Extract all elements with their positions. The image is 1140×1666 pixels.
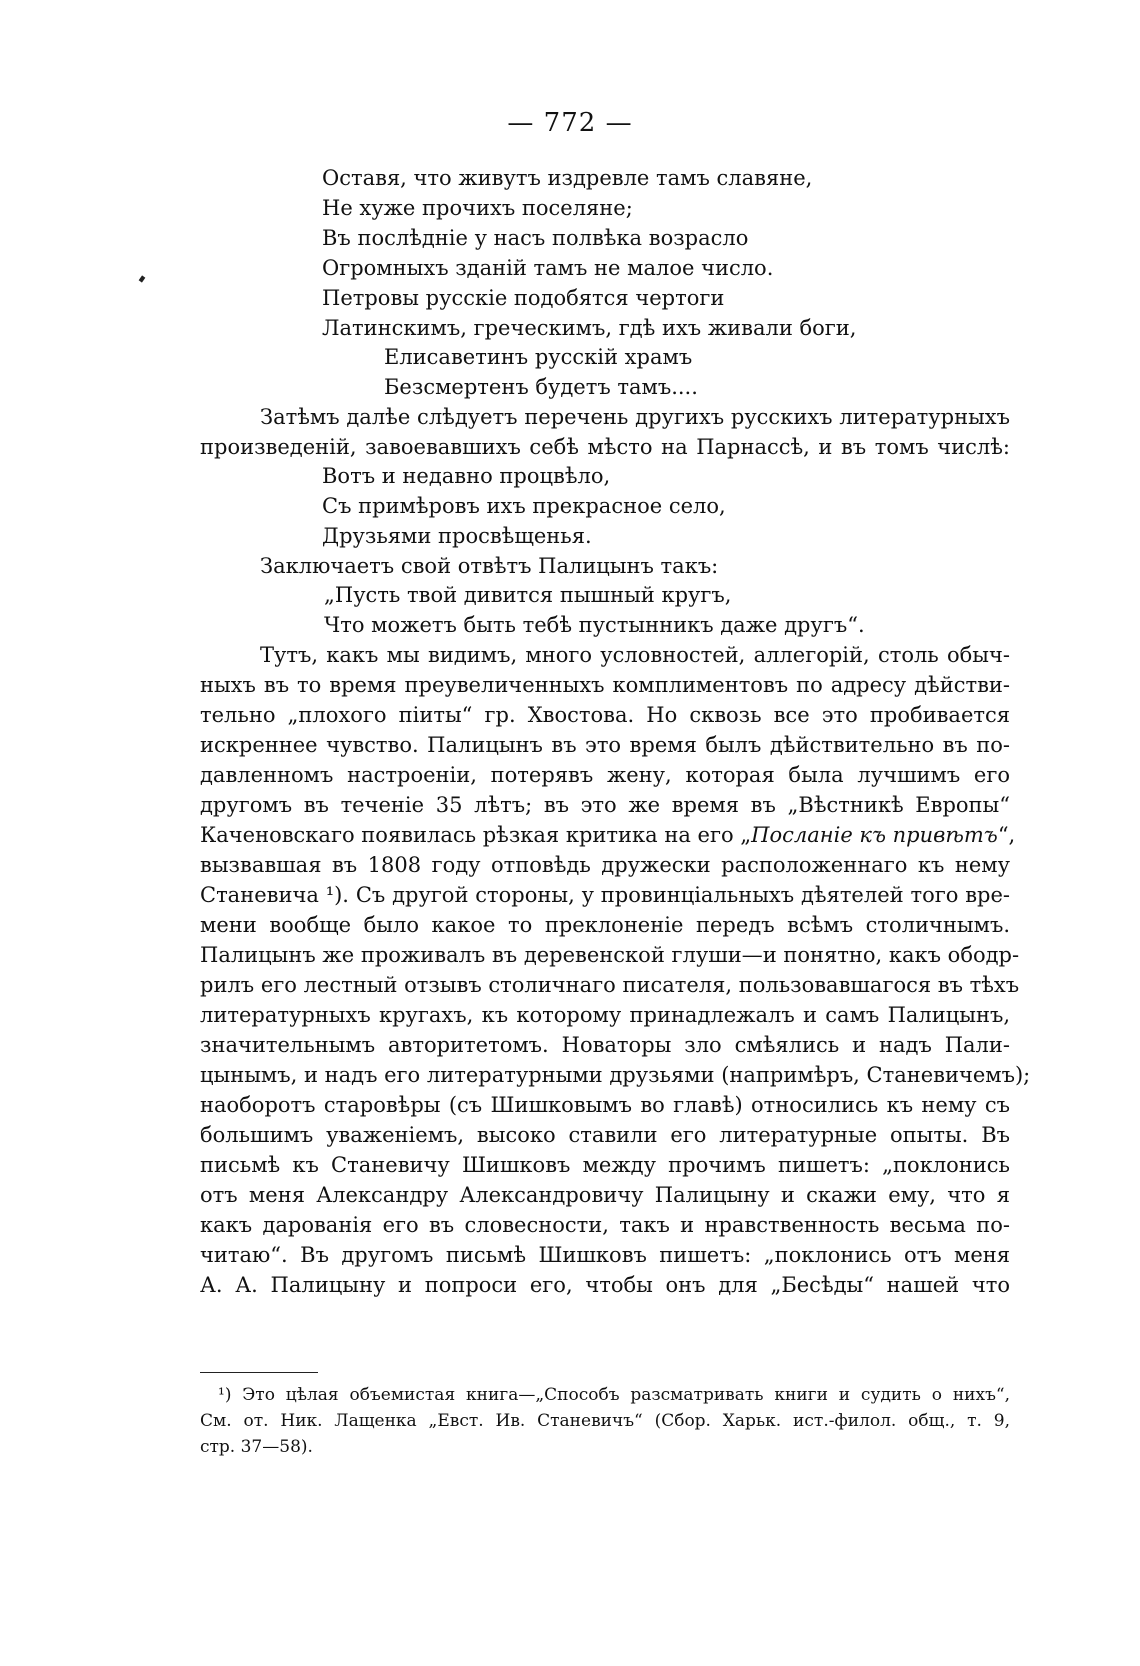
paragraph-line: вызвавшая въ 1808 году отповѣдь дружески расположеннаго къ нему — [200, 853, 1010, 877]
paragraph-line: другомъ въ теченіе 35 лѣтъ; въ это же время въ „Вѣстникѣ Европы“ — [200, 793, 1010, 817]
paragraph-line: Тутъ, какъ мы видимъ, много условностей, аллегорій, столь обыч- — [260, 643, 1010, 667]
paragraph-line: мени вообще было какое то преклоненіе передъ всѣмъ столичнымъ. — [200, 913, 1010, 937]
paragraph-line: наоборотъ старовѣры (съ Шишковымъ во главѣ) относились къ нему съ — [200, 1093, 1010, 1117]
paragraph-line: искреннее чувство. Палицынъ въ это время былъ дѣйствительно въ по- — [200, 733, 1010, 757]
kachenovsky-text: Каченовскаго появилась рѣзкая критика на его „ — [200, 823, 752, 847]
verse-line: Огромныхъ зданій тамъ не малое число. — [322, 256, 774, 280]
verse-line: Елисаветинъ русскій храмъ — [384, 345, 693, 369]
stray-ink-mark — [139, 275, 146, 282]
paragraph-line: значительнымъ авторитетомъ. Новаторы зло смѣялись и надъ Пали- — [200, 1033, 1010, 1057]
verse-line: Латинскимъ, греческимъ, гдѣ ихъ живали боги, — [322, 316, 857, 340]
page-number: — 772 — — [507, 108, 633, 138]
paragraph-line: какъ дарованія его въ словесности, такъ и нравственность весьма по- — [200, 1213, 1010, 1237]
paragraph-line: ныхъ въ то время преувеличенныхъ комплиментовъ по адресу дѣйстви- — [200, 673, 1010, 697]
footnote-line: См. от. Ник. Лащенка „Евст. Ив. Станевичъ“ (Сбор. Харьк. ист.-филол. общ., т. 9, — [200, 1411, 1010, 1431]
paragraph-line: Заключаетъ свой отвѣтъ Палицынъ такъ: — [260, 554, 719, 578]
verse-line: Вотъ и недавно процвѣло, — [322, 464, 611, 488]
footnote-line: ¹) Это цѣлая объемистая книга—„Способъ разсматривать книги и судить о нихъ“, — [218, 1385, 1010, 1405]
verse-line: Друзьями просвѣщенья. — [322, 524, 592, 548]
footnote-rule — [200, 1372, 318, 1373]
verse-line: Не хуже прочихъ поселяне; — [322, 196, 633, 220]
paragraph-line: письмѣ къ Станевичу Шишковъ между прочимъ пишетъ: „поклонись — [200, 1153, 1010, 1177]
verse-line: „Пусть твой дивится пышный кругъ, — [324, 583, 732, 607]
verse-line: Оставя, что живутъ издревле тамъ славяне, — [322, 166, 813, 190]
footnote-line: стр. 37—58). — [200, 1437, 313, 1457]
poem-title: Посланіе къ привѣтъ — [751, 823, 998, 847]
verse-line: Съ примѣровъ ихъ прекрасное село, — [322, 494, 726, 518]
paragraph-line: давленномъ настроеніи, потерявъ жену, которая была лучшимъ его — [200, 763, 1010, 787]
verse-line: Безсмертенъ будетъ тамъ.... — [384, 375, 698, 399]
paragraph-line: Палицынъ же проживалъ въ деревенской глуши—и понятно, какъ ободр- — [200, 943, 1020, 967]
paragraph-line: Затѣмъ далѣе слѣдуетъ перечень другихъ русскихъ литературныхъ — [260, 405, 1010, 429]
paragraph-line: Станевича ¹). Съ другой стороны, у провинціальныхъ дѣятелей того вре- — [200, 883, 1010, 907]
paragraph-line: отъ меня Александру Александровичу Палицыну и скажи ему, что я — [200, 1183, 1010, 1207]
paragraph-line: большимъ уваженіемъ, высоко ставили его литературные опыты. Въ — [200, 1123, 1010, 1147]
paragraph-line: читаю“. Въ другомъ письмѣ Шишковъ пишетъ: „поклонись отъ меня — [200, 1243, 1010, 1267]
paragraph-line: А. А. Палицыну и попроси его, чтобы онъ для „Бесѣды“ нашей что — [200, 1273, 1010, 1297]
paragraph-line: тельно „плохого піиты“ гр. Хвостова. Но сквозь все это пробивается — [200, 703, 1010, 727]
paragraph-line: литературныхъ кругахъ, къ которому принадлежалъ и самъ Палицынъ, — [200, 1003, 1010, 1027]
paragraph-line: произведеній, завоевавшихъ себѣ мѣсто на Парнассѣ, и въ томъ числѣ: — [200, 435, 1010, 459]
kachenovsky-text-end: “, — [997, 823, 1016, 847]
paragraph-line — [200, 820, 1016, 850]
paragraph-line: рилъ его лестный отзывъ столичнаго писателя, пользовавшагося въ тѣхъ — [200, 973, 1020, 997]
verse-line: Что можетъ быть тебѣ пустынникъ даже другъ“. — [324, 613, 865, 637]
verse-line: Петровы русскіе подобятся чертоги — [322, 286, 725, 310]
paragraph-line: цынымъ, и надъ его литературными друзьями (напримѣръ, Станевичемъ); — [200, 1063, 1031, 1087]
verse-line: Въ послѣдніе у насъ полвѣка возрасло — [322, 226, 749, 250]
